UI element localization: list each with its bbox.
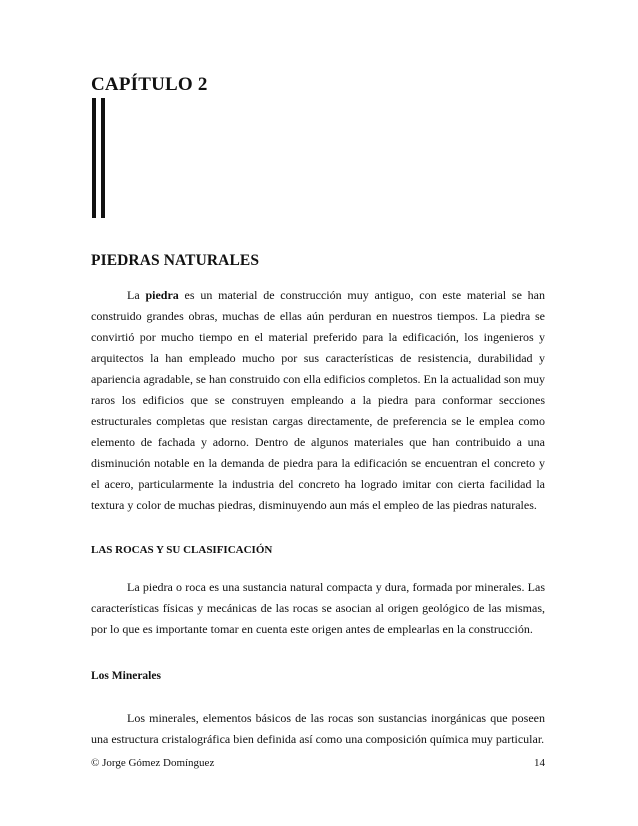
- chapter-title: CAPÍTULO 2: [91, 74, 208, 95]
- paragraph-bold-term: piedra: [145, 288, 179, 302]
- section-title: PIEDRAS NATURALES: [91, 252, 260, 269]
- section-paragraph: [91, 285, 545, 516]
- subsection-paragraph-text: La piedra o roca es una sustancia natural compacta y dura, formada por minerales. Las características físicas y mecánicas de las rocas se asocian al origen geológico de las mismas, por lo que es importante tomar en cuenta este origen antes de emplearlas en la construcción.: [91, 580, 545, 636]
- minerals-paragraph-text: Los minerales, elementos básicos de las rocas son sustancias inorgánicas que poseen una estructura cristalográfica bien definida así como una composición química muy particular.: [91, 711, 545, 746]
- minerals-paragraph: [91, 708, 545, 750]
- decorative-bar-left: [92, 98, 96, 218]
- subsection-paragraph: [91, 577, 545, 640]
- chapter-decorative-bars: [92, 98, 106, 218]
- page-footer: [91, 757, 545, 773]
- footer-author: © Jorge Gómez Domínguez: [91, 757, 215, 769]
- minerals-title: Los Minerales: [91, 670, 161, 682]
- paragraph-text-rest: es un material de construcción muy antiguo, con este material se han construido grandes obras, muchas de ellas aún perduran en nuestros tiempos. La piedra se convirtió por mucho tiempo en el material preferido para la edificación, los ingenieros y arquitectos la han empleado mucho por sus características de resistencia, durabilidad y apariencia agradable, se han construido con ella edificios completos. En la actualidad son muy raros los edificios que se construyen empleando a la piedra para conformar secciones estructurales completas que resistan cargas directamente, de preferencia se le emplea como elemento de fachada y adorno. Dentro de algunos materiales que han contribuido a una disminución notable en la demanda de piedra para la edificación se encuentran el concreto y el acero, particularmente la industria del concreto ha logrado imitar con cierta facilidad la textura y color de muchas piedras, disminuyendo aun más el empleo de las piedras naturales.: [91, 288, 546, 512]
- decorative-bar-right: [101, 98, 105, 218]
- page-number: 14: [534, 757, 545, 769]
- subsection-title: LAS ROCAS Y SU CLASIFICACIÓN: [91, 544, 273, 556]
- paragraph-text-start: La: [127, 288, 146, 302]
